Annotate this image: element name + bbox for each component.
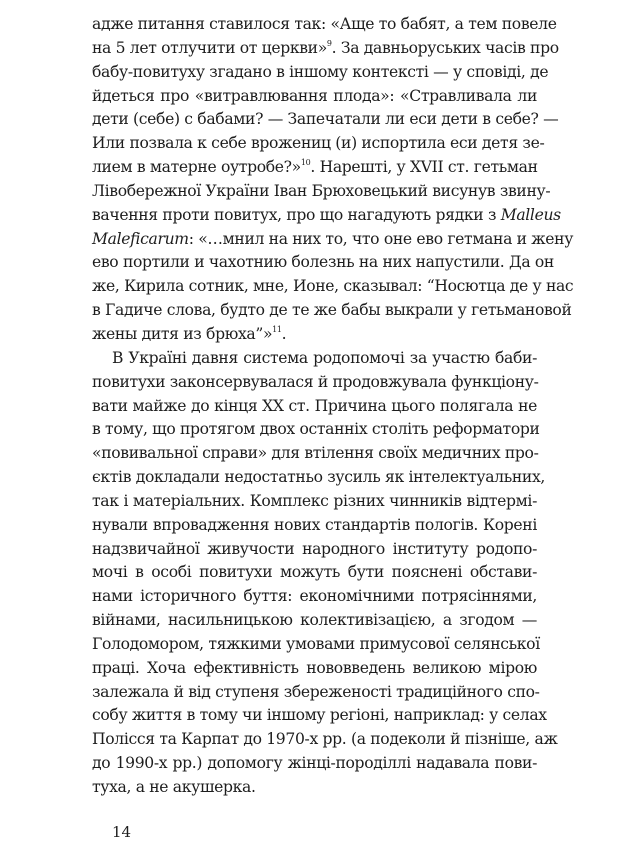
text-line (92, 561, 537, 585)
text-line (92, 180, 551, 204)
text-span: В Україні давня система родопомочі за участю баби- (112, 348, 537, 367)
text-span: мочі в особі повитухи можуть бути пояснені обстави- (92, 563, 537, 582)
text-span: праці. Хоча ефективність нововведень великою мірою (92, 658, 537, 677)
text-span: Полісся та Карпат до 1970-х рр. (а подеколи й пізніше, аж (92, 730, 558, 749)
text-line (92, 275, 574, 299)
text-line (92, 61, 549, 85)
text-span: залежала й від ступеня збереженості традиційного спо- (92, 682, 540, 701)
text-line (92, 681, 540, 705)
text-line (92, 299, 572, 323)
italic-text: Maleficarum (92, 229, 189, 248)
text-line (92, 204, 561, 228)
text-line (92, 442, 537, 466)
paragraph (92, 347, 558, 800)
text-line (92, 538, 537, 562)
text-span: так і матеріальних. Комплекс різних чинників відтермі- (92, 491, 537, 510)
text-line (92, 108, 559, 132)
page-number: 14 (112, 823, 132, 841)
text-line (92, 704, 547, 728)
text-span: . (281, 324, 287, 343)
text-line (92, 347, 537, 371)
text-line (92, 13, 557, 37)
text-span: жены дитя из брюха”» (92, 324, 273, 343)
footnote-ref: 11 (272, 324, 282, 334)
italic-text: Malleus (500, 205, 561, 224)
text-span: вачення проти повитух, про що нагадують рядки з (92, 205, 501, 224)
text-span: на 5 лет отлучити от церкви» (92, 38, 327, 57)
text-span: лием в матерне оутробе?» (92, 158, 301, 177)
text-span: бабу-повитуху згадано в іншому контексті — у сповіді, де (92, 62, 549, 81)
text-line (92, 657, 537, 681)
text-span: надзвичайної живучости народного інституту родопо- (92, 539, 537, 558)
footnote-ref: 9 (326, 38, 332, 48)
text-span: Или позвала к себе врожениц (и) испортила еси детя зе- (92, 134, 545, 153)
text-line (92, 85, 537, 109)
text-span: . За давньоруських часів про (331, 38, 559, 57)
text-span: в Гадиче слова, будто де те же бабы выкрали у гетьмановой (92, 301, 572, 320)
text-line (92, 514, 537, 538)
text-line (92, 728, 558, 752)
text-span: туха, а не акушерка. (92, 778, 256, 796)
text-line (92, 490, 537, 514)
text-line (92, 418, 540, 442)
text-line (92, 132, 545, 156)
text-span: «повивальної справи» для втілення своїх медичних про- (92, 444, 539, 463)
paragraph (92, 13, 574, 347)
body-text (92, 13, 574, 800)
text-span: повитухи законсервувалася й продовжувала функціону- (92, 372, 539, 391)
text-line (92, 371, 537, 395)
text-span: Голодомором, тяжкими умовами примусової селянської (92, 634, 540, 653)
text-line (92, 323, 537, 347)
text-line (92, 395, 537, 419)
text-line (92, 609, 537, 633)
text-span: вати майже до кінця XX ст. Причина цього полягала не (92, 396, 537, 415)
text-span: війнами, насильницькою колективізацією, а згодом — (92, 611, 537, 630)
text-line (92, 633, 540, 657)
text-span: . Нарешті, у XVII ст. гетьман (310, 158, 538, 177)
text-span: собу життя в тому чи іншому регіоні, наприклад: у селах (92, 706, 547, 725)
text-span: : «…мнил на них то, что оне ево гетмана и жену (188, 229, 574, 248)
text-line (92, 156, 537, 180)
text-line (92, 37, 559, 61)
text-span: Лівобережної України Іван Брюховецький висунув звину- (92, 181, 551, 200)
text-line (92, 466, 545, 490)
text-span: в тому, що протягом двох останніх століть реформатори (92, 420, 540, 439)
text-span: йдеться про «витравлювання плода»: «Стравливала ли (92, 86, 537, 105)
text-line (92, 251, 554, 275)
text-span: же, Кирила сотник, мне, Ионе, сказывал: “Носютца де у нас (92, 277, 574, 296)
text-span: єктів докладали недостатньо зусиль як інтелектуальних, (92, 468, 545, 487)
text-span: нували впровадження нових стандартів пологів. Корені (92, 515, 537, 534)
footnote-ref: 10 (300, 158, 311, 168)
text-span: дети (себе) с бабами? — Запечатали ли еси дети в себе? — (92, 110, 559, 129)
text-line (92, 776, 537, 800)
text-span: нами історичного буття: економічними потрясіннями, (92, 587, 537, 606)
text-span: ево портили и чахотнию болезнь на них напустили. Да он (92, 253, 554, 272)
text-line (92, 585, 537, 609)
text-line (92, 752, 537, 776)
text-span: до 1990-х рр.) допомогу жінці-породіллі надавала пови- (92, 754, 537, 773)
text-line (92, 228, 574, 252)
text-span: адже питання ставилося так: «Аще то бабят, а тем повеле (92, 15, 557, 33)
